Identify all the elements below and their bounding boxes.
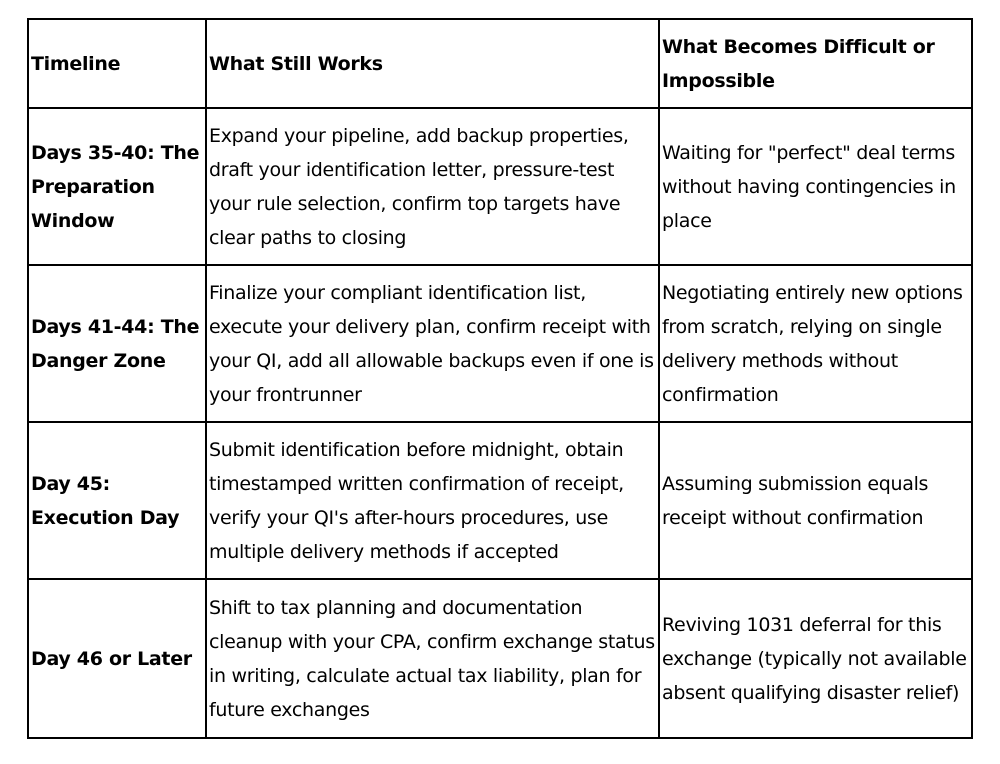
still-works-cell: Shift to tax planning and documentation cleanup with your CPA, confirm exchange status in writing, calculate actual tax liability, plan for future exchanges: [206, 579, 659, 738]
still-works-cell: Submit identification before midnight, obtain timestamped written confirmation of receipt, verify your QI's after-hours procedures, use multiple delivery methods if accepted: [206, 422, 659, 579]
timeline-table: [27, 18, 973, 739]
table-row: [28, 579, 972, 738]
timeline-cell: Day 45: Execution Day: [28, 422, 206, 579]
header-what-still-works: What Still Works: [206, 19, 659, 108]
header-what-becomes-difficult: What Becomes Difficult or Impossible: [659, 19, 972, 108]
timeline-cell: Days 41-44: The Danger Zone: [28, 265, 206, 422]
table-row: [28, 265, 972, 422]
table-header-row: [28, 19, 972, 108]
timeline-cell: Day 46 or Later: [28, 579, 206, 738]
still-works-cell: Finalize your compliant identification list, execute your delivery plan, confirm receipt with your QI, add all allowable backups even if one is your frontrunner: [206, 265, 659, 422]
still-works-cell: Expand your pipeline, add backup properties, draft your identification letter, pressure-test your rule selection, confirm top targets have clear paths to closing: [206, 108, 659, 265]
table-row: [28, 108, 972, 265]
difficult-cell: Reviving 1031 deferral for this exchange (typically not available absent qualifying disaster relief): [659, 579, 972, 738]
difficult-cell: Waiting for "perfect" deal terms without having contingencies in place: [659, 108, 972, 265]
difficult-cell: Assuming submission equals receipt without confirmation: [659, 422, 972, 579]
difficult-cell: Negotiating entirely new options from scratch, relying on single delivery methods without confirmation: [659, 265, 972, 422]
timeline-cell: Days 35-40: The Preparation Window: [28, 108, 206, 265]
table-row: [28, 422, 972, 579]
header-timeline: Timeline: [28, 19, 206, 108]
